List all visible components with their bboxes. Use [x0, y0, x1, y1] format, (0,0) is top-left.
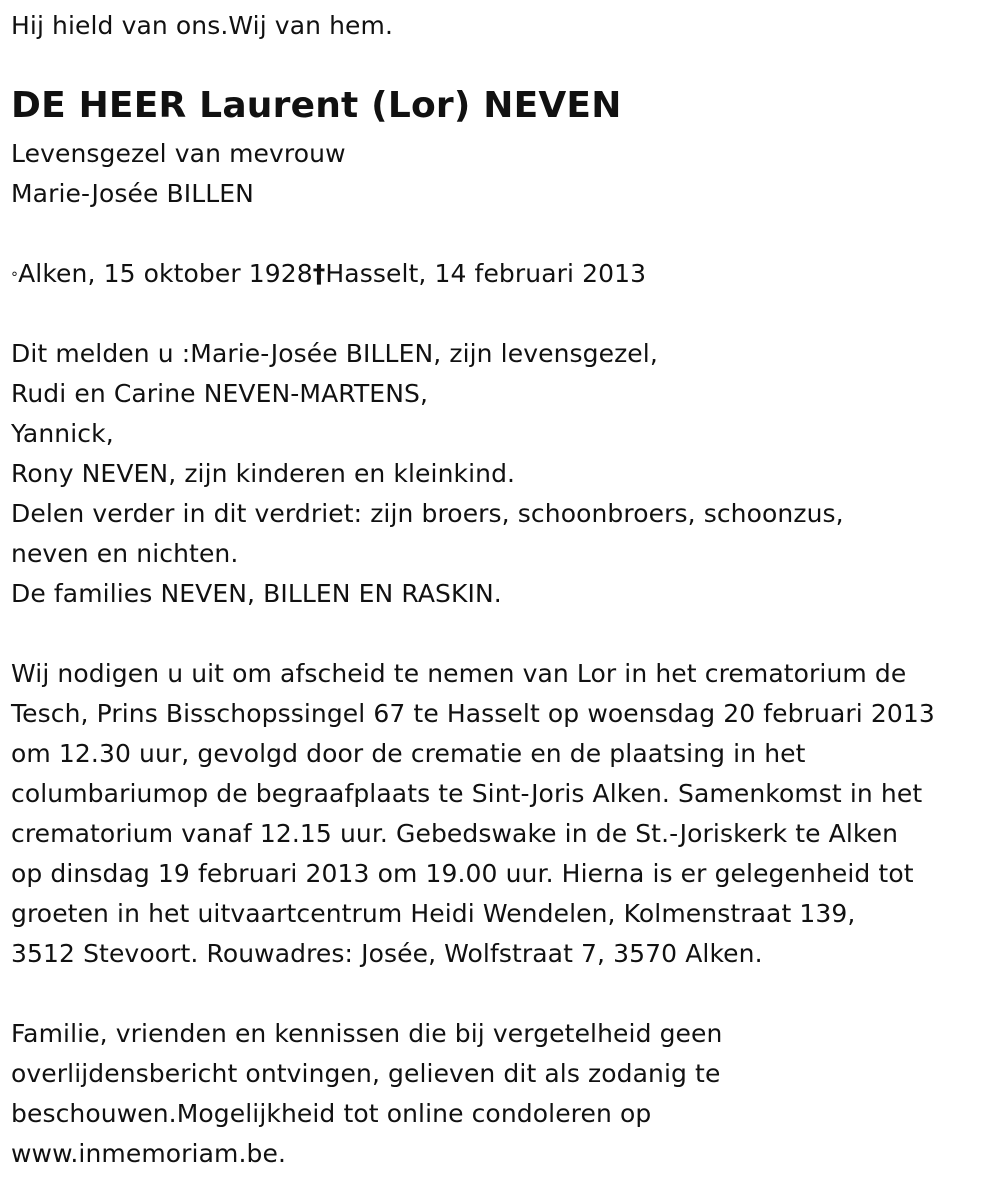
ceremony-line: crematorium vanaf 12.15 uur. Gebedswake in de St.-Joriskerk te Alken — [11, 819, 899, 848]
intro-text: Hij hield van ons.Wij van hem. — [11, 11, 394, 40]
ceremony-line: groeten in het uitvaartcentrum Heidi Wendelen, Kolmenstraat 139, — [11, 899, 856, 928]
closing-line: Familie, vrienden en kennissen die bij vergetelheid geen — [11, 1019, 723, 1048]
family-line: De families NEVEN, BILLEN EN RASKIN. — [11, 579, 502, 608]
family-line: Dit melden u :Marie-Josée BILLEN, zijn levensgezel, — [11, 339, 658, 368]
death-date: Hasselt, 14 februari 2013 — [325, 259, 647, 288]
family-line: Rony NEVEN, zijn kinderen en kleinkind. — [11, 459, 516, 488]
ceremony-line: 3512 Stevoort. Rouwadres: Josée, Wolfstraat 7, 3570 Alken. — [11, 939, 763, 968]
family-line: Delen verder in dit verdriet: zijn broers, schoonbroers, schoonzus, — [11, 499, 844, 528]
dates-block — [11, 254, 646, 294]
closing-block — [11, 1014, 722, 1174]
partner-block — [11, 134, 346, 214]
ceremony-line: columbariumop de begraafplaats te Sint-Joris Alken. Samenkomst in het — [11, 779, 923, 808]
ceremony-line: Wij nodigen u uit om afscheid te nemen van Lor in het crematorium de — [11, 659, 907, 688]
birth-symbol: ° — [11, 270, 19, 286]
closing-line: beschouwen.Mogelijkheid tot online condoleren op — [11, 1099, 652, 1128]
deceased-name: DE HEER Laurent (Lor) NEVEN — [11, 85, 622, 126]
partner-name: Marie-Josée BILLEN — [11, 179, 254, 208]
ceremony-line: op dinsdag 19 februari 2013 om 19.00 uur. Hierna is er gelegenheid tot — [11, 859, 914, 888]
family-line: Rudi en Carine NEVEN-MARTENS, — [11, 379, 429, 408]
condolence-website: www.inmemoriam.be. — [11, 1139, 287, 1168]
family-line: neven en nichten. — [11, 539, 239, 568]
ceremony-line: Tesch, Prins Bisschopssingel 67 te Hasselt op woensdag 20 februari 2013 — [11, 699, 935, 728]
partner-line: Levensgezel van mevrouw — [11, 139, 346, 168]
family-block — [11, 334, 844, 614]
closing-line: overlijdensbericht ontvingen, gelieven dit als zodanig te — [11, 1059, 721, 1088]
death-cross-icon: † — [312, 259, 326, 288]
ceremony-line: om 12.30 uur, gevolgd door de crematie en de plaatsing in het — [11, 739, 806, 768]
birth-date: Alken, 15 oktober 1928 — [18, 259, 313, 288]
family-line: Yannick, — [11, 419, 114, 448]
dates-line — [11, 254, 646, 294]
ceremony-block — [11, 654, 935, 974]
